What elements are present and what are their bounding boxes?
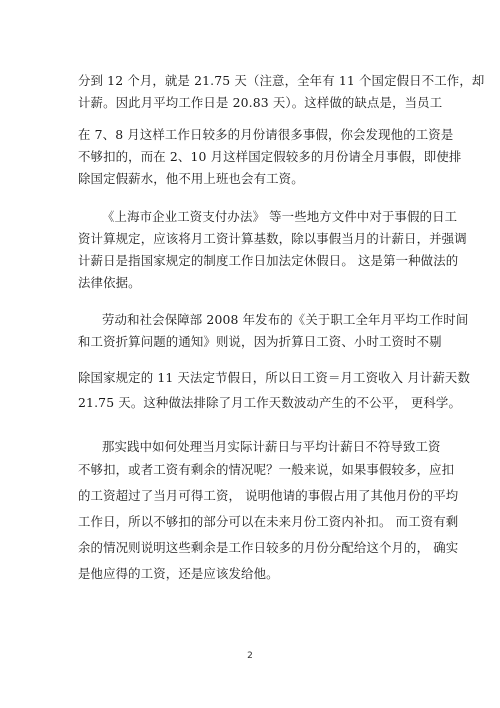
text-line: 劳动和社会保障部 2008 年发布的《关于职工全年月平均工作时间	[102, 312, 469, 327]
text-line: 不够扣的，而在 2、10 月这样国定假较多的月份请全月事假，即使排	[78, 149, 462, 164]
text-line: 在 7、8 月这样工作日较多的月份请很多事假，你会发现他的工资是	[78, 127, 454, 142]
text-line: 计薪日是指国家规定的制度工作日加法定休假日。 这是第一种做法的	[78, 253, 459, 268]
text-line: 余的情况则说明这些剩余是工作日较多的月份分配给这个月的， 确实	[78, 540, 459, 555]
text-line: 那实践中如何处理当月实际计薪日与平均计薪日不符导致工资	[102, 439, 441, 454]
text-line: 法律依据。	[78, 275, 141, 290]
text-line: 计薪。因此月平均工作日是 20.83 天）。这样做的缺点是，当员工	[78, 95, 443, 110]
text-line: 是他应得的工资，还是应该发给他。	[78, 566, 279, 581]
text-line: 除国家规定的 11 天法定节假日，所以日工资＝月工资收入 月计薪天数	[78, 370, 471, 385]
page-number: 2	[247, 651, 253, 661]
text-line: 的工资超过了当月可得工资， 说明他请的事假占用了其他月份的平均	[78, 488, 459, 503]
text-line: 和工资折算问题的通知》则说，因为折算日工资、小时工资时不剔	[78, 334, 442, 349]
text-line: 分到 12 个月，就是 21.75 天（注意，全年有 11 个国定假日不工作，却	[78, 73, 485, 88]
text-line: 不够扣，或者工资有剩余的情况呢？一般来说，如果事假较多，应扣	[78, 462, 455, 477]
text-line: 除国定假薪水，他不用上班也会有工资。	[78, 171, 304, 186]
text-line: 《上海市企业工资支付办法》 等一些地方文件中对于事假的日工	[102, 209, 458, 224]
text-line: 21.75 天。这种做法排除了月工作天数波动产生的不公平， 更科学。	[78, 395, 461, 410]
text-line: 工作日，所以不够扣的部分可以在未来月份工资内补扣。 而工资有剩	[78, 514, 459, 529]
text-line: 资计算规定，应该将月工资计算基数，除以事假当月的计薪日，并强调	[78, 231, 467, 246]
